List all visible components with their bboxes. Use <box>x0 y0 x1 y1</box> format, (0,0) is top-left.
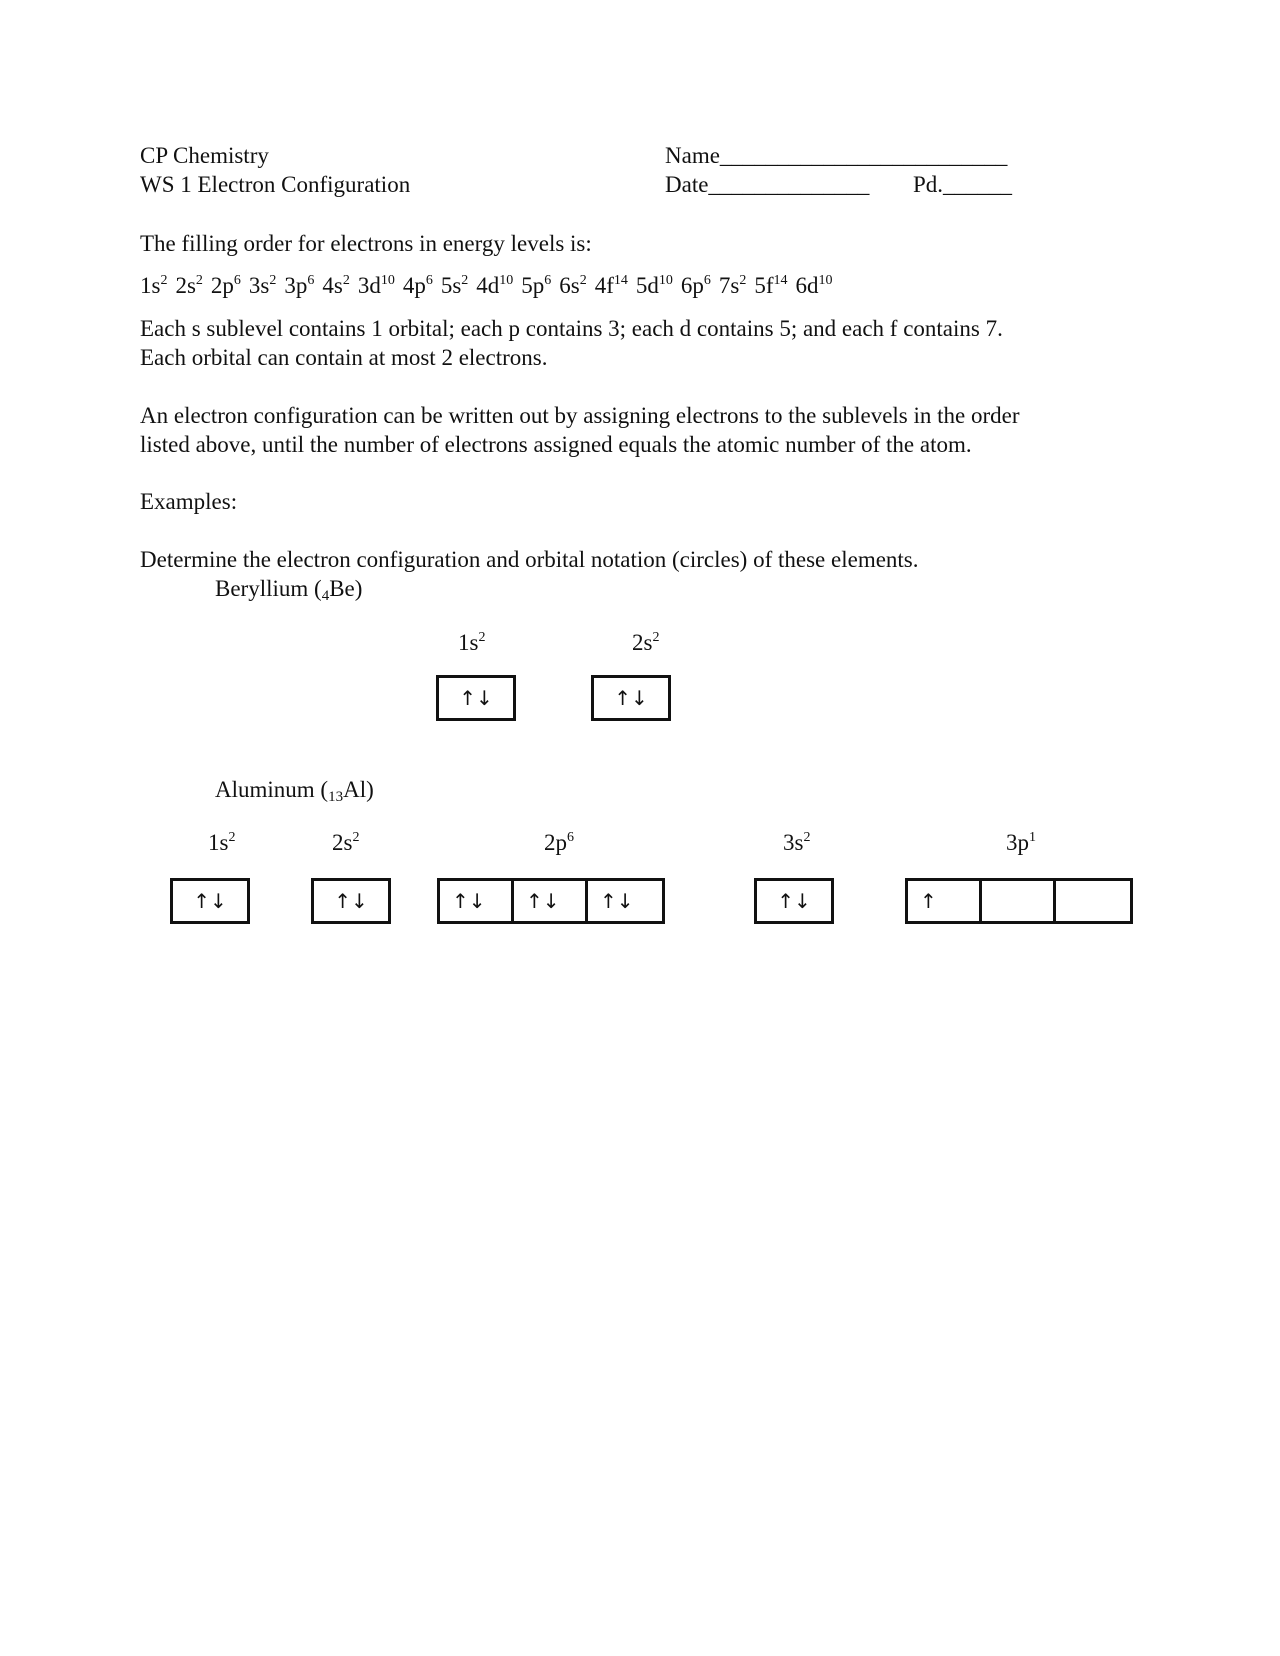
term-electron-count: 14 <box>773 273 788 288</box>
term-electron-count: 2 <box>461 273 469 288</box>
sublevel-name: 3s <box>783 830 804 855</box>
filling-order-term <box>358 273 395 298</box>
term-sublevel: 3d <box>357 273 381 298</box>
filling-order-term <box>211 273 241 298</box>
al-orbital-row-3s <box>754 878 834 924</box>
aluminum-symbol: Al) <box>343 777 374 802</box>
filling-order-term <box>559 273 586 298</box>
filling-order-term <box>681 273 711 298</box>
al-orbital-row-1s <box>170 878 250 924</box>
max-electrons-text: Each orbital can contain at most 2 electrons. <box>140 345 548 370</box>
orbital-box: ↑↓ <box>514 881 588 921</box>
config-explanation-line-2: listed above, until the number of electrons assigned equals the atomic number of the atom. <box>140 432 972 457</box>
pd-field[interactable]: ______ <box>943 172 1013 197</box>
name-label: Name <box>665 143 720 168</box>
al-orbital-row-2s <box>311 878 391 924</box>
term-electron-count: 2 <box>579 273 587 288</box>
term-sublevel: 5f <box>754 273 774 298</box>
be-sublevel-label-2s <box>632 630 659 656</box>
name-field[interactable]: _________________________ <box>719 143 1008 168</box>
term-sublevel: 6d <box>795 273 819 298</box>
beryllium-atomic-number: 4 <box>321 588 330 604</box>
al-sublevel-label-3p <box>1006 830 1036 856</box>
sublevel-name: 2p <box>544 830 567 855</box>
sublevel-name: 1s <box>458 630 479 655</box>
term-sublevel: 3s <box>248 273 270 298</box>
filling-order-term <box>719 273 746 298</box>
term-sublevel: 1s <box>140 273 161 298</box>
term-electron-count: 6 <box>233 273 241 288</box>
be-orbital-row-1s <box>436 675 516 721</box>
al-orbital-row-3p <box>905 878 1133 924</box>
be-orbital-row-2s <box>591 675 671 721</box>
al-sublevel-label-2s <box>332 830 359 856</box>
filling-order-term <box>249 273 276 298</box>
term-sublevel: 6p <box>680 273 704 298</box>
sublevel-electron-count: 2 <box>803 830 811 845</box>
al-sublevel-label-1s <box>208 830 235 856</box>
filling-order-term <box>140 273 167 298</box>
filling-order-term <box>754 273 787 298</box>
filling-order-term <box>284 273 314 298</box>
sublevel-electron-count: 2 <box>228 830 236 845</box>
sublevel-name: 2s <box>632 630 653 655</box>
term-electron-count: 2 <box>195 273 203 288</box>
filling-order-heading: The filling order for electrons in energy levels is: <box>140 231 592 256</box>
al-orbital-row-2p <box>437 878 665 924</box>
orbital-box: ↑↓ <box>600 889 634 913</box>
orbital-box <box>1056 881 1130 921</box>
name-line <box>665 141 1007 170</box>
sublevel-electron-count: 1 <box>1029 830 1036 845</box>
term-sublevel: 7s <box>718 273 740 298</box>
term-sublevel: 5d <box>635 273 659 298</box>
term-electron-count: 2 <box>739 273 747 288</box>
beryllium-label <box>215 574 362 603</box>
orbital-box: ↑↓ <box>193 889 227 913</box>
sublevel-name: 2s <box>332 830 353 855</box>
term-sublevel: 5p <box>521 273 545 298</box>
term-sublevel: 4f <box>594 273 614 298</box>
sublevel-electron-count: 2 <box>478 630 486 645</box>
term-electron-count: 6 <box>544 273 552 288</box>
term-sublevel: 5s <box>440 273 462 298</box>
al-sublevel-label-3s <box>783 830 810 856</box>
filling-order-sequence <box>140 271 841 300</box>
config-explanation-line-1: An electron configuration can be written out by assigning electrons to the sublevels in the order <box>140 403 1020 428</box>
term-sublevel: 2s <box>175 273 196 298</box>
orbital-box: ↑↓ <box>777 889 811 913</box>
term-electron-count: 6 <box>425 273 433 288</box>
filling-order-term <box>595 273 628 298</box>
sublevel-name: 1s <box>208 830 229 855</box>
date-line <box>665 170 869 199</box>
filling-order-term <box>521 273 551 298</box>
aluminum-label <box>215 775 374 804</box>
filling-order-term <box>441 273 468 298</box>
filling-order-term <box>476 273 513 298</box>
term-sublevel: 2p <box>210 273 234 298</box>
filling-order-term <box>403 273 433 298</box>
beryllium-symbol: Be) <box>329 576 363 601</box>
term-electron-count: 10 <box>818 273 833 288</box>
worksheet-title: WS 1 Electron Configuration <box>140 172 411 197</box>
sublevel-name: 3p <box>1006 830 1029 855</box>
be-sublevel-label-1s <box>458 630 485 656</box>
filling-order-term <box>322 273 349 298</box>
orbital-counts-text: Each s sublevel contains 1 orbital; each p contains 3; each d contains 5; and each f contains 7. <box>140 316 1003 341</box>
term-sublevel: 6s <box>559 273 580 298</box>
al-sublevel-label-2p <box>544 830 574 856</box>
date-label: Date <box>665 172 709 197</box>
course-title: CP Chemistry <box>140 143 269 168</box>
orbital-box: ↑↓ <box>614 686 648 710</box>
term-sublevel: 3p <box>284 273 308 298</box>
term-electron-count: 10 <box>499 273 514 288</box>
term-electron-count: 6 <box>307 273 315 288</box>
orbital-box <box>982 881 1056 921</box>
orbital-box: ↑↓ <box>440 881 514 921</box>
aluminum-name: Aluminum ( <box>215 777 329 802</box>
filling-order-term <box>175 273 202 298</box>
sublevel-electron-count: 6 <box>567 830 574 845</box>
aluminum-atomic-number: 13 <box>328 789 344 805</box>
term-electron-count: 10 <box>658 273 673 288</box>
examples-label: Examples: <box>140 489 238 514</box>
filling-order-term <box>636 273 673 298</box>
sublevel-electron-count: 2 <box>652 630 660 645</box>
date-field[interactable]: ______________ <box>708 172 870 197</box>
term-electron-count: 14 <box>613 273 628 288</box>
sublevel-electron-count: 2 <box>352 830 360 845</box>
term-electron-count: 2 <box>160 273 168 288</box>
orbital-box: ↑ <box>908 881 982 921</box>
orbital-box: ↑↓ <box>459 686 493 710</box>
filling-order-term <box>796 273 833 298</box>
term-sublevel: 4s <box>322 273 343 298</box>
pd-label: Pd. <box>913 172 944 197</box>
term-sublevel: 4d <box>476 273 500 298</box>
term-electron-count: 2 <box>342 273 350 288</box>
term-electron-count: 2 <box>269 273 277 288</box>
orbital-box: ↑↓ <box>334 889 368 913</box>
instructions-text: Determine the electron configuration and orbital notation (circles) of these elements. <box>140 547 919 572</box>
term-electron-count: 10 <box>380 273 395 288</box>
beryllium-name: Beryllium ( <box>215 576 322 601</box>
period-line <box>913 170 1012 199</box>
term-sublevel: 4p <box>402 273 426 298</box>
term-electron-count: 6 <box>703 273 711 288</box>
